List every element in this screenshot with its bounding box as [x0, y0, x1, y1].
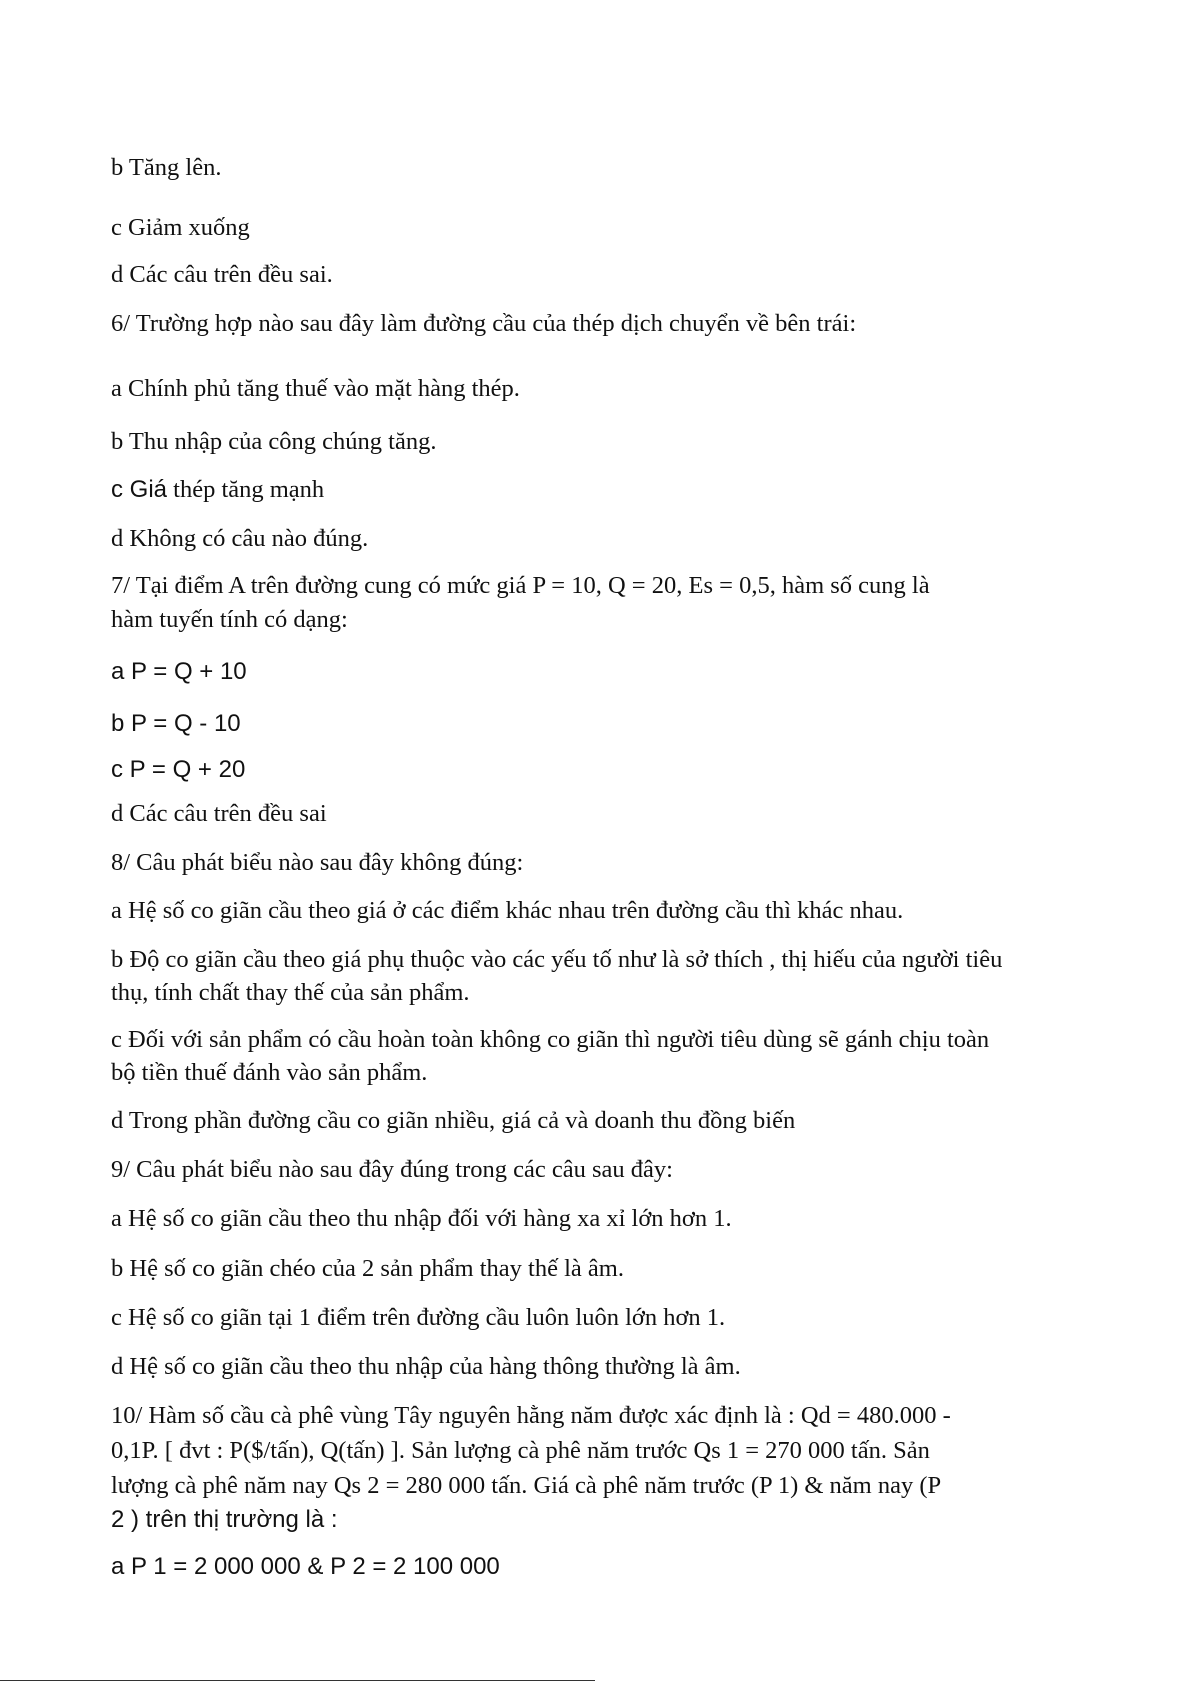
option-b-q9: b Hệ số co giãn chéo của 2 sản phẩm thay thế là âm.: [111, 1255, 624, 1282]
question-10-line-4: 2 ) trên thị trường là :: [111, 1506, 338, 1533]
option-b-q5: b Tăng lên.: [111, 154, 222, 181]
question-10-line-2: 0,1P. [ đvt : P($/tấn), Q(tấn) ]. Sản lượng cà phê năm trước Qs 1 = 270 000 tấn. Sản: [111, 1437, 930, 1464]
question-8: 8/ Câu phát biểu nào sau đây không đúng:: [111, 849, 524, 876]
option-c-q8-line-2: bộ tiền thuế đánh vào sản phẩm.: [111, 1059, 428, 1086]
option-c-q9: c Hệ số co giãn tại 1 điểm trên đường cầu luôn luôn lớn hơn 1.: [111, 1304, 726, 1331]
question-7-line-2: hàm tuyến tính có dạng:: [111, 606, 348, 633]
option-d-q7: d Các câu trên đều sai: [111, 800, 327, 827]
option-b-q8-line-1: b Độ co giãn cầu theo giá phụ thuộc vào các yếu tố như là sở thích , thị hiếu của người tiêu: [111, 946, 1003, 973]
option-a-q10: a P 1 = 2 000 000 & P 2 = 2 100 000: [111, 1553, 500, 1580]
option-c-q8-line-1: c Đối với sản phẩm có cầu hoàn toàn không co giãn thì người tiêu dùng sẽ gánh chịu toàn: [111, 1026, 990, 1053]
option-d-q5: d Các câu trên đều sai.: [111, 261, 333, 288]
option-a-q7: a P = Q + 10: [111, 658, 247, 685]
option-d-q8: d Trong phần đường cầu co giãn nhiều, giá cả và doanh thu đồng biến: [111, 1107, 796, 1134]
option-c-q5: c Giảm xuống: [111, 214, 250, 241]
question-10-line-3: lượng cà phê năm nay Qs 2 = 280 000 tấn. Giá cà phê năm trước (P 1) & năm nay (P: [111, 1472, 942, 1499]
question-9: 9/ Câu phát biểu nào sau đây đúng trong các câu sau đây:: [111, 1156, 673, 1183]
option-b-q8-line-2: thụ, tính chất thay thế của sản phẩm.: [111, 979, 470, 1006]
option-d-q9: d Hệ số co giãn cầu theo thu nhập của hàng thông thường là âm.: [111, 1353, 741, 1380]
option-c-q6-rest: thép tăng mạnh: [167, 476, 325, 503]
option-a-q9: a Hệ số co giãn cầu theo thu nhập đối với hàng xa xỉ lớn hơn 1.: [111, 1205, 732, 1232]
footer-rule: [0, 1680, 595, 1681]
option-b-q6: b Thu nhập của công chúng tăng.: [111, 428, 437, 455]
option-a-q6: a Chính phủ tăng thuế vào mặt hàng thép.: [111, 375, 520, 402]
option-a-q8: a Hệ số co giãn cầu theo giá ở các điểm khác nhau trên đường cầu thì khác nhau.: [111, 897, 904, 924]
question-7-line-1: 7/ Tại điểm A trên đường cung có mức giá P = 10, Q = 20, Es = 0,5, hàm số cung là: [111, 572, 930, 599]
option-d-q6: d Không có câu nào đúng.: [111, 525, 369, 552]
question-6: 6/ Trường hợp nào sau đây làm đường cầu của thép dịch chuyển về bên trái:: [111, 310, 857, 337]
option-c-q6-prefix: c Giá: [111, 476, 168, 503]
question-10-line-1: 10/ Hàm số cầu cà phê vùng Tây nguyên hằng năm được xác định là : Qd = 480.000 -: [111, 1402, 951, 1429]
option-c-q7: c P = Q + 20: [111, 756, 246, 783]
option-b-q7: b P = Q - 10: [111, 710, 241, 737]
option-c-q6: [111, 475, 324, 505]
